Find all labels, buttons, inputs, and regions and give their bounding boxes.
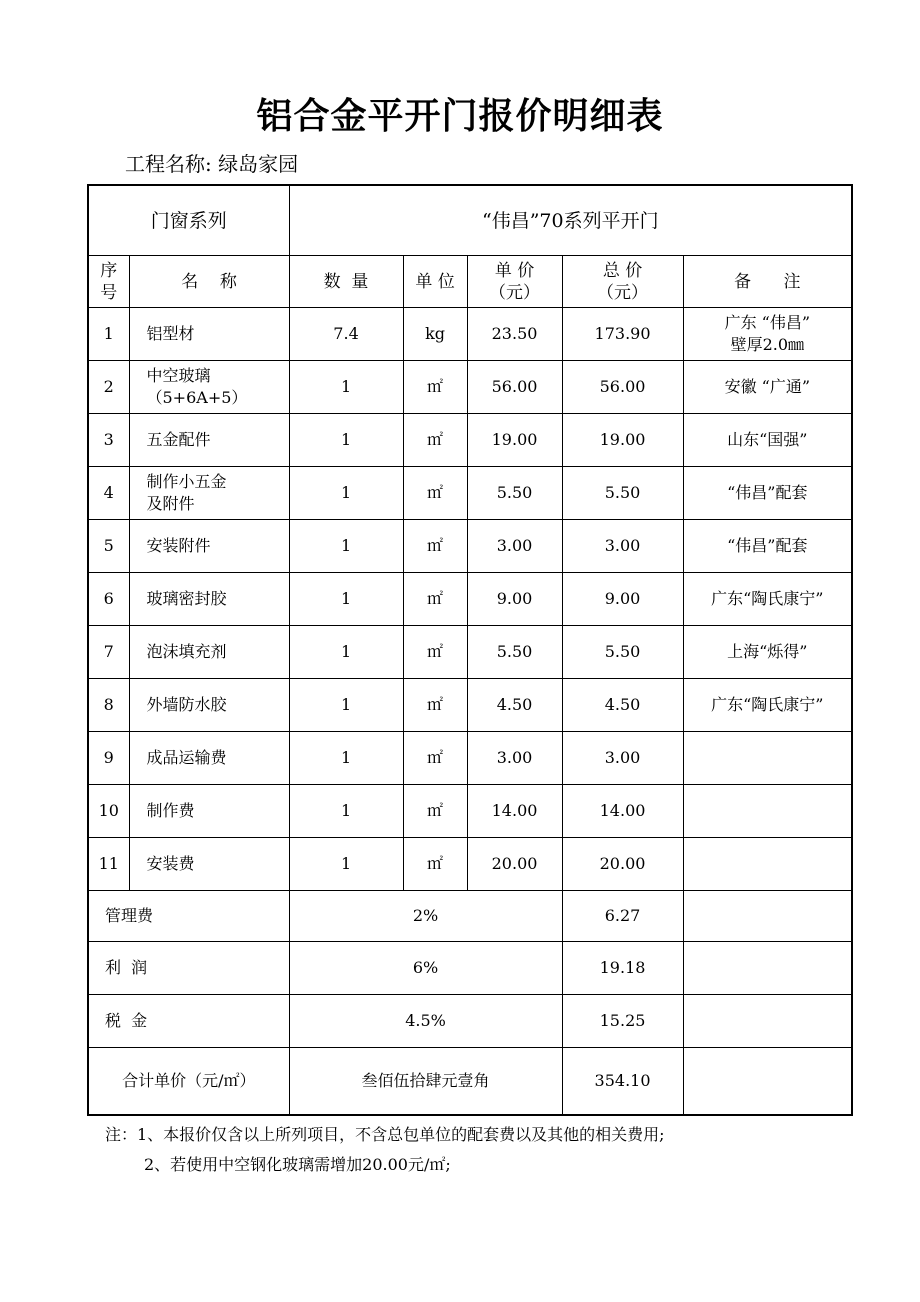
header-unit: 单 位 (403, 256, 467, 308)
row-qty: 1 (289, 361, 403, 414)
row-name: 中空玻璃 （5+6A+5） (129, 361, 289, 414)
page-title: 铝合金平开门报价明细表 (256, 96, 664, 137)
row-remark: 上海“烁得” (683, 626, 852, 679)
note-2: 2、若使用中空钢化玻璃需增加20.00元/㎡; (144, 1155, 451, 1174)
row-remark (683, 732, 852, 785)
table-row (88, 308, 852, 361)
row-unit-price: 4.50 (467, 679, 562, 732)
row-total: 56.00 (562, 361, 683, 414)
fee-remark (683, 995, 852, 1048)
row-unit-price: 9.00 (467, 573, 562, 626)
fee-remark (683, 891, 852, 942)
header-remark: 备 注 (683, 256, 852, 308)
row-remark: “伟昌”配套 (683, 467, 852, 520)
fee-name: 管理费 (88, 891, 289, 942)
fee-row (88, 942, 852, 995)
row-unit: ㎡ (403, 679, 467, 732)
table-row (88, 626, 852, 679)
row-unit: ㎡ (403, 520, 467, 573)
table-row (88, 838, 852, 891)
row-qty: 1 (289, 785, 403, 838)
row-name: 铝型材 (129, 308, 289, 361)
row-name: 泡沫填充剂 (129, 626, 289, 679)
table-row (88, 785, 852, 838)
row-unit-price: 5.50 (467, 467, 562, 520)
row-total: 9.00 (562, 573, 683, 626)
fee-row (88, 995, 852, 1048)
fee-name: 税 金 (88, 995, 289, 1048)
fee-amount: 19.18 (562, 942, 683, 995)
row-name: 安装附件 (129, 520, 289, 573)
fee-amount: 15.25 (562, 995, 683, 1048)
row-unit-price: 23.50 (467, 308, 562, 361)
fee-remark (683, 942, 852, 995)
row-remark (683, 838, 852, 891)
notes (105, 1120, 665, 1180)
row-qty: 1 (289, 838, 403, 891)
row-total: 3.00 (562, 732, 683, 785)
row-name: 成品运输费 (129, 732, 289, 785)
total-amount: 354.10 (562, 1048, 683, 1116)
row-qty: 7.4 (289, 308, 403, 361)
row-remark: 山东“国强” (683, 414, 852, 467)
fee-name: 利 润 (88, 942, 289, 995)
row-index: 3 (88, 414, 129, 467)
row-index: 7 (88, 626, 129, 679)
row-name: 五金配件 (129, 414, 289, 467)
row-unit-price: 14.00 (467, 785, 562, 838)
row-unit: ㎡ (403, 626, 467, 679)
row-index: 1 (88, 308, 129, 361)
fee-rate: 4.5% (289, 995, 562, 1048)
row-name: 制作小五金 及附件 (129, 467, 289, 520)
table-row (88, 520, 852, 573)
header-qty: 数 量 (289, 256, 403, 308)
row-remark (683, 785, 852, 838)
row-unit: ㎡ (403, 414, 467, 467)
table-row (88, 679, 852, 732)
row-unit: ㎡ (403, 838, 467, 891)
table-row (88, 573, 852, 626)
row-qty: 1 (289, 626, 403, 679)
total-row (88, 1048, 852, 1116)
header-index: 序 号 (88, 256, 129, 308)
project-name: 工程名称: 绿岛家园 (125, 152, 299, 176)
row-unit-price: 20.00 (467, 838, 562, 891)
row-index: 9 (88, 732, 129, 785)
quote-table (87, 184, 853, 1116)
row-index: 11 (88, 838, 129, 891)
row-index: 4 (88, 467, 129, 520)
row-unit: ㎡ (403, 785, 467, 838)
row-remark: 广东“陶氏康宁” (683, 573, 852, 626)
row-remark: 广东“陶氏康宁” (683, 679, 852, 732)
header-total: 总 价 （元） (562, 256, 683, 308)
row-index: 2 (88, 361, 129, 414)
row-unit: ㎡ (403, 732, 467, 785)
table-row (88, 361, 852, 414)
row-total: 20.00 (562, 838, 683, 891)
row-name: 外墙防水胶 (129, 679, 289, 732)
row-index: 8 (88, 679, 129, 732)
row-qty: 1 (289, 414, 403, 467)
row-unit-price: 3.00 (467, 732, 562, 785)
fee-amount: 6.27 (562, 891, 683, 942)
fee-rate: 6% (289, 942, 562, 995)
row-qty: 1 (289, 520, 403, 573)
row-total: 5.50 (562, 626, 683, 679)
total-in-words: 叁佰伍拾肆元壹角 (289, 1048, 562, 1116)
total-label: 合计单价（元/㎡） (88, 1048, 289, 1116)
series-row (88, 185, 852, 256)
total-remark (683, 1048, 852, 1116)
table-row (88, 467, 852, 520)
note-1: 注：1、本报价仅含以上所列项目，不含总包单位的配套费以及其他的相关费用; (105, 1125, 665, 1144)
row-unit-price: 19.00 (467, 414, 562, 467)
row-qty: 1 (289, 467, 403, 520)
row-qty: 1 (289, 732, 403, 785)
row-name: 制作费 (129, 785, 289, 838)
row-total: 173.90 (562, 308, 683, 361)
row-index: 5 (88, 520, 129, 573)
row-remark: 安徽 “广通” (683, 361, 852, 414)
row-total: 4.50 (562, 679, 683, 732)
header-row (88, 256, 852, 308)
table-row (88, 732, 852, 785)
row-unit-price: 5.50 (467, 626, 562, 679)
row-total: 3.00 (562, 520, 683, 573)
row-qty: 1 (289, 679, 403, 732)
series-label: 门窗系列 (88, 185, 289, 256)
row-unit: kg (403, 308, 467, 361)
row-total: 19.00 (562, 414, 683, 467)
row-remark: 广东 “伟昌” 壁厚2.0㎜ (683, 308, 852, 361)
row-name: 安装费 (129, 838, 289, 891)
row-total: 5.50 (562, 467, 683, 520)
series-value: “伟昌”70系列平开门 (289, 185, 852, 256)
header-name: 名 称 (129, 256, 289, 308)
header-unit-price: 单 价 （元） (467, 256, 562, 308)
row-unit: ㎡ (403, 467, 467, 520)
row-unit: ㎡ (403, 573, 467, 626)
fee-rate: 2% (289, 891, 562, 942)
row-qty: 1 (289, 573, 403, 626)
row-index: 6 (88, 573, 129, 626)
fee-row (88, 891, 852, 942)
table-row (88, 414, 852, 467)
row-total: 14.00 (562, 785, 683, 838)
row-unit: ㎡ (403, 361, 467, 414)
row-unit-price: 3.00 (467, 520, 562, 573)
row-unit-price: 56.00 (467, 361, 562, 414)
row-remark: “伟昌”配套 (683, 520, 852, 573)
row-index: 10 (88, 785, 129, 838)
row-name: 玻璃密封胶 (129, 573, 289, 626)
